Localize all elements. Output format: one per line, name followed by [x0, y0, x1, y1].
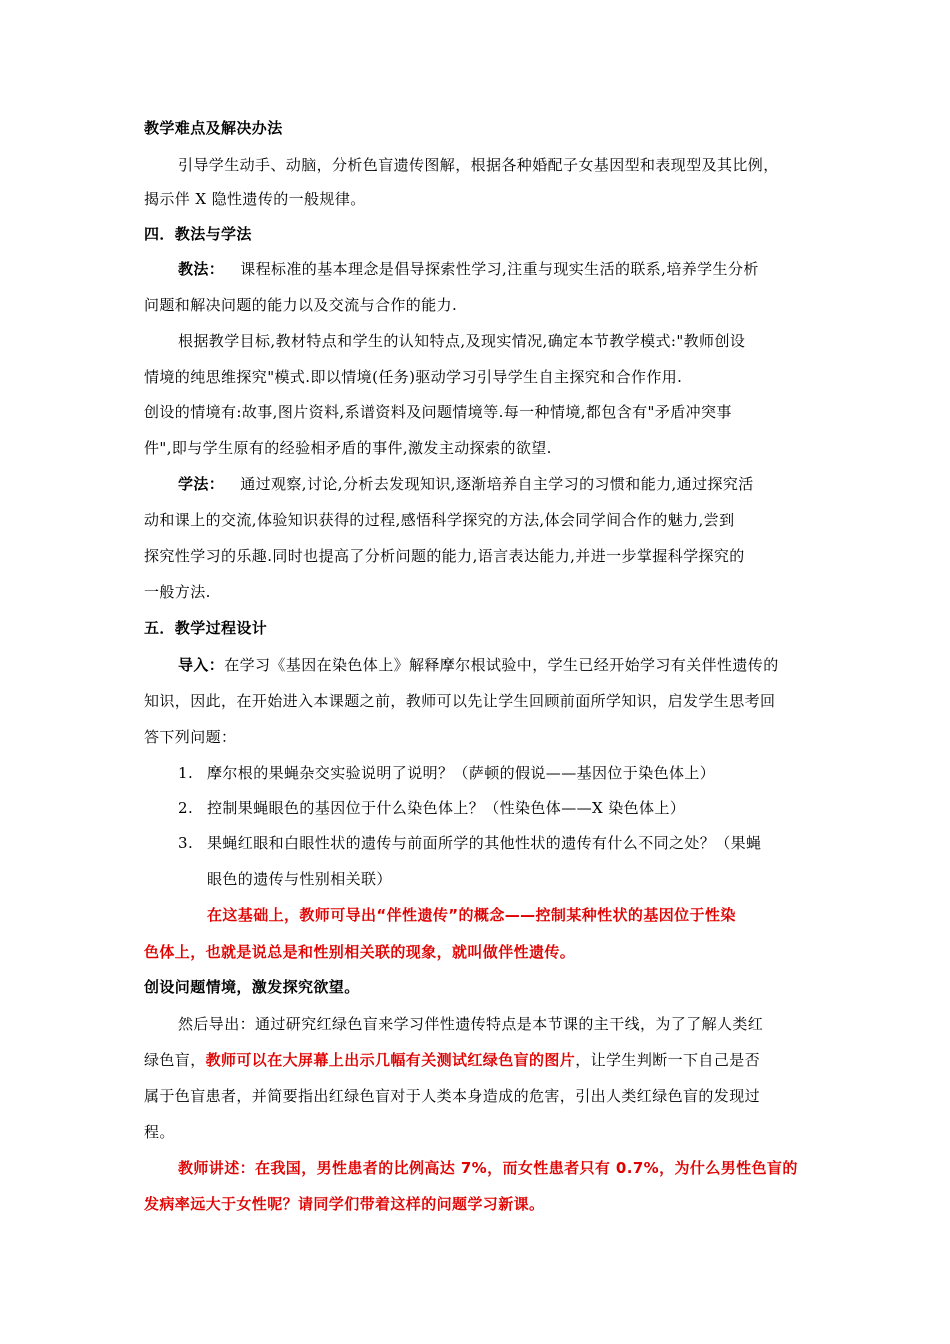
teaching-method-text: 课程标准的基本理念是倡导探索性学习,注重与现实生活的联系,培养学生分析	[240, 260, 759, 278]
section-4-heading: 四．教法与学法	[144, 225, 252, 243]
section-5-heading: 五．教学过程设计	[144, 619, 268, 637]
create-paragraph-line: 程。	[144, 1123, 175, 1141]
difficulty-heading: 教学难点及解决办法	[144, 119, 283, 137]
create-highlight: 教师可以在大屏幕上出示几幅有关测试红绿色盲的图片	[205, 1051, 576, 1069]
question-item	[178, 763, 842, 783]
teaching-method-line: 问题和解决问题的能力以及交流与合作的能力.	[144, 296, 458, 314]
intro-label: 导入：	[178, 656, 225, 674]
create-text: 绿色盲，	[144, 1051, 206, 1069]
teaching-mode-line: 根据教学目标,教材特点和学生的认知特点,及现实情况,确定本节教学模式:"教师创设	[178, 332, 746, 350]
situation-line: 件",即与学生原有的经验相矛盾的事件,激发主动探索的欲望.	[144, 439, 552, 457]
learning-method-label: 学法：	[178, 475, 225, 493]
learning-method-line: 探究性学习的乐趣.同时也提高了分析问题的能力,语言表达能力,并进一步掌握科学探究的	[144, 547, 745, 565]
question-number: 1.	[178, 764, 194, 782]
question-continuation: 眼色的遗传与性别相关联）	[207, 870, 392, 888]
concept-highlight-line: 色体上，也就是说总是和性别相关联的现象，就叫做伴性遗传。	[144, 943, 576, 961]
question-number: 3.	[178, 834, 194, 852]
intro-line: 知识，因此，在开始进入本课题之前，教师可以先让学生回顾前面所学知识，启发学生思考回	[144, 692, 776, 710]
create-paragraph-line	[144, 1050, 808, 1070]
learning-method-line: 动和课上的交流,体验知识获得的过程,感悟科学探究的方法,体会同学间合作的魅力,尝到	[144, 511, 735, 529]
create-paragraph-line: 属于色盲患者，并简要指出红绿色盲对于人类本身造成的危害，引出人类红绿色盲的发现过	[144, 1087, 761, 1105]
question-text: 果蝇红眼和白眼性状的遗传与前面所学的其他性状的遗传有什么不同之处？（果蝇	[207, 834, 762, 852]
teaching-method-line	[178, 259, 842, 279]
create-text: ，让学生判断一下自己是否	[575, 1051, 761, 1069]
question-text: 控制果蝇眼色的基因位于什么染色体上？（性染色体——X 染色体上）	[207, 799, 686, 817]
create-paragraph-line: 然后导出：通过研究红绿色盲来学习伴性遗传特点是本节课的主干线，为了了解人类红	[178, 1015, 764, 1033]
learning-method-text: 通过观察,讨论,分析去发现知识,逐渐培养自主学习的习惯和能力,通过探究活	[240, 475, 754, 493]
situation-line: 创设的情境有:故事,图片资料,系谱资料及问题情境等.每一种情境,都包含有"矛盾冲突事	[144, 403, 732, 421]
learning-method-line: 一般方法.	[144, 583, 211, 601]
question-item	[178, 833, 842, 853]
intro-line	[178, 655, 842, 675]
learning-method-line	[178, 474, 842, 494]
teacher-remark-line: 教师讲述：在我国，男性患者的比例高达 7%，而女性患者只有 0.7%，为什么男性色盲的	[178, 1159, 798, 1177]
create-situation-heading: 创设问题情境，激发探究欲望。	[144, 978, 360, 996]
question-item	[178, 798, 842, 818]
intro-line: 答下列问题：	[144, 728, 237, 746]
difficulty-paragraph-line: 引导学生动手、动脑，分析色盲遗传图解，根据各种婚配子女基因型和表现型及其比例，	[178, 156, 779, 174]
question-text: 摩尔根的果蝇杂交实验说明了说明？（萨顿的假说——基因位于染色体上）	[207, 764, 716, 782]
teacher-remark-line: 发病率远大于女性呢？请同学们带着这样的问题学习新课。	[144, 1195, 545, 1213]
teaching-mode-line: 情境的纯思维探究"模式.即以情境(任务)驱动学习引导学生自主探究和合作作用.	[144, 368, 683, 386]
question-number: 2.	[178, 799, 194, 817]
difficulty-paragraph-line: 揭示伴 X 隐性遗传的一般规律。	[144, 190, 366, 208]
concept-highlight-line: 在这基础上，教师可导出“伴性遗传”的概念——控制某种性状的基因位于性染	[207, 906, 736, 924]
teaching-method-label: 教法：	[178, 260, 225, 278]
intro-text: 在学习《基因在染色体上》解释摩尔根试验中，学生已经开始学习有关伴性遗传的	[224, 656, 779, 674]
